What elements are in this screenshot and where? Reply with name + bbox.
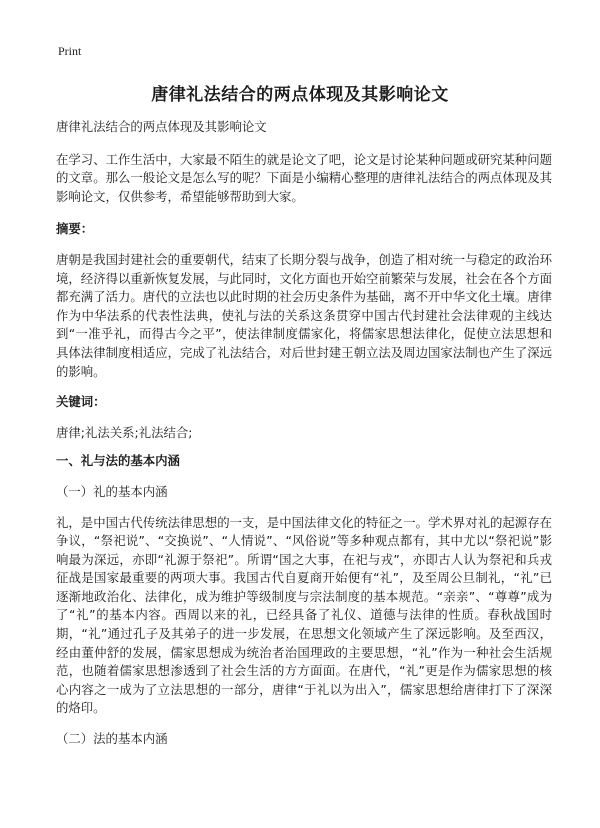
subsection-heading: （二）法的基本内涵 <box>56 731 168 747</box>
article-subtitle: 唐律礼法结合的两点体现及其影响论文 <box>56 119 267 134</box>
page-title: 唐律礼法结合的两点体现及其影响论文 <box>151 85 449 105</box>
abstract-paragraph: 唐朝是我国封建社会的重要朝代，结束了长期分裂与战争，创造了相对统一与稳定的政治环境，经济得以重新恢复发展，与此同时，文化方面也开始空前繁荣与发展，社会在各个方面都充满了活力。唐代的立法也以此时期的社会历史条件为基础，离不开中华文化土壤。唐律作为中华法系的代表性法典，使礼与法的关系这条贯穿中国古代封建社会法律观的主线达到“一准乎礼，而得古今之平”，使法律制度儒家化，将儒家思想法律化，促使立法思想和具体法律制度相适应，完成了礼法结合，对后世封建王朝立法及周边国家法制也产生了深远的影响。 <box>56 251 552 379</box>
section-heading: 一、礼与法的基本内涵 <box>56 453 180 469</box>
keywords-text: 唐律;礼法关系;礼法结合; <box>56 424 193 440</box>
keywords-heading: 关键词： <box>56 394 106 410</box>
abstract-heading: 摘要： <box>56 221 94 237</box>
subsection-heading: （一）礼的基本内涵 <box>56 483 168 499</box>
print-link[interactable]: Print <box>58 44 82 58</box>
intro-paragraph: 在学习、工作生活中，大家最不陌生的就是论文了吧，论文是讨论某种问题或研究某种问题的文章。那么一般论文是怎么写的呢？下面是小编精心整理的唐律礼法结合的两点体现及其影响论文，仅供参考，希望能够帮助到大家。 <box>56 151 552 204</box>
article-body <box>56 118 552 761</box>
body-paragraph: 礼，是中国古代传统法律思想的一支，是中国法律文化的特征之一。学术界对礼的起源存在争议，“祭祀说”、“交换说”、“人情说”、“风俗说”等多种观点都有，其中尤以“祭祀说”影响最为深远，亦即“礼源于祭祀”。所谓“国之大事，在祀与戎”，亦即古人认为祭祀和兵戎征战是国家最重要的两项大事。我国古代自夏商开始便有“礼”，及至周公旦制礼，“礼”已逐渐地政治化、法律化，成为维护等级制度与宗法制度的基本规范。“亲亲”、“尊尊”成为了“礼”的基本内容。西周以来的礼，已经具备了礼仪、道德与法律的性质。春秋战国时期，“礼”通过孔子及其弟子的进一步发展，在思想文化领域产生了深远影响。及至西汉，经由董仲舒的发展，儒家思想成为统治者治国理政的主要思想，“礼”作为一种社会生活规范，也随着儒家思想渗透到了社会生活的方方面面。在唐代，“礼”更是作为儒家思想的核心内容之一成为了立法思想的一部分，唐律“于礼以为出入”，儒家思想给唐律打下了深深的烙印。 <box>56 514 552 716</box>
